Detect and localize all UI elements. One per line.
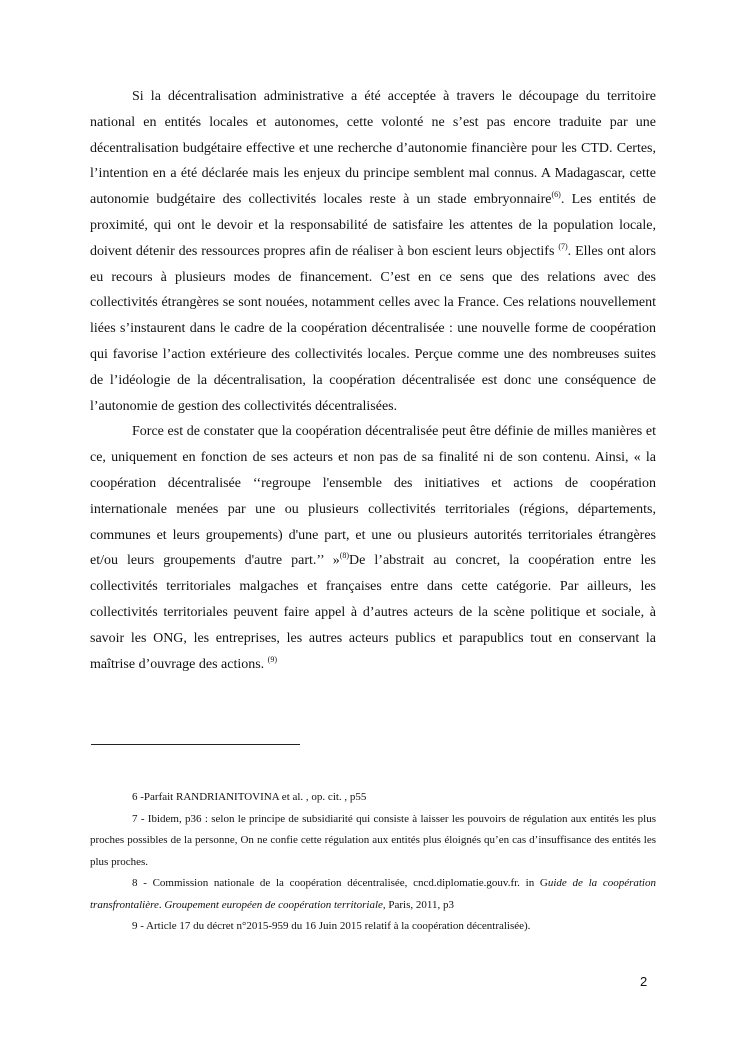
- footnote-reference: (8): [339, 551, 350, 561]
- footnote-reference: (6): [551, 190, 561, 200]
- footnote-separator: [91, 744, 300, 745]
- footnote-title: uide de la coopération transfrontalière: [90, 877, 656, 911]
- paragraph: [90, 84, 656, 419]
- paragraph-text: Si la décentralisation administrative a été acceptée à travers le découpage du territoire national en entités locales et autonomes, cette volonté ne s’est pas encore traduite par une décentralisation budgétaire effective et une recherche d’autonomie financière pour les CTD. Certes, l’intention en a été déclarée mais les enjeux du principe semblent mal connus. A Madagascar, cette autonomie budgétaire des collectivités locales reste à un stade embryonnaire: [90, 89, 656, 208]
- footnote-separator-text: .: [158, 898, 165, 911]
- footnote-7: 7 - Ibidem, p36 : selon le principe de subsidiarité qui consiste à laisser les pouvoirs de régulation aux entités les plus proches possibles de la personne, On ne confie cette régulation aux entités plus éloignés qu’en cas d’insuffisance des entités les plus proches.: [90, 812, 656, 868]
- footnote-8: [90, 873, 656, 916]
- paragraph: [90, 419, 656, 677]
- paragraph-text: . Les entités de proximité, qui ont le devoir et la responsabilité de satisfaire les attentes de la population locale, doivent détenir des ressources propres afin de réaliser à bon escient leurs objectifs: [90, 192, 656, 259]
- footnote-reference: (7): [558, 241, 568, 251]
- footnote-text: 8 - Commission nationale de la coopération décentralisée, cncd.diplomatie.gouv.fr. in G: [132, 877, 548, 889]
- paragraph-text: Force est de constater que la coopération décentralisée peut être définie de milles manières et ce, uniquement en fonction de ses acteurs et non pas de sa finalité ni de son contenu. Ainsi, « la coopération décentralisée ‘‘regroupe l'ensemble des initiatives et actions de coopération internationale menées par une ou plusieurs collectivités territoriales (régions, départements, communes et leurs groupements) d'une part, et une ou plusieurs autorités territoriales étrangères et/ou leurs groupements d'autre part.’’ »: [90, 424, 656, 569]
- footnote-text: , Paris, 2011, p3: [382, 898, 454, 911]
- body-text: [90, 84, 656, 677]
- page-number: 2: [640, 974, 648, 989]
- footnote-6: 6 -Parfait RANDRIANITOVINA et al. , op. cit. , p55: [132, 791, 367, 803]
- paragraph-text: De l’abstrait au concret, la coopération entre les collectivités territoriales malgaches et françaises entre dans cette catégorie. Par ailleurs, les collectivités territoriales peuvent faire appel à d’autres acteurs de la scène politique et sociale, à savoir les ONG, les entreprises, les autres acteurs publics et parapublics tout en conservant la maîtrise d’ouvrage des actions.: [90, 553, 656, 672]
- footnote-9: 9 - Article 17 du décret n°2015-959 du 16 Juin 2015 relatif à la coopération décentralisée).: [132, 920, 531, 932]
- paragraph-text: . Elles ont alors eu recours à plusieurs modes de financement. C’est en ce sens que des relations avec des collectivités étrangères se sont nouées, notamment celles avec la France. Ces relations nouvellement liées s’instaurent dans le cadre de la coopération décentralisée : une nouvelle forme de coopération qui favorise l’action extérieure des collectivités locales. Perçue comme une des nombreuses suites de l’idéologie de la décentralisation, la coopération décentralisée est donc une conséquence de l’autonomie de gestion des collectivités décentralisées.: [90, 243, 656, 414]
- footnote-subtitle: Groupement européen de coopération territoriale: [164, 898, 383, 911]
- footnotes: [90, 787, 656, 938]
- footnote-reference: (9): [267, 654, 277, 664]
